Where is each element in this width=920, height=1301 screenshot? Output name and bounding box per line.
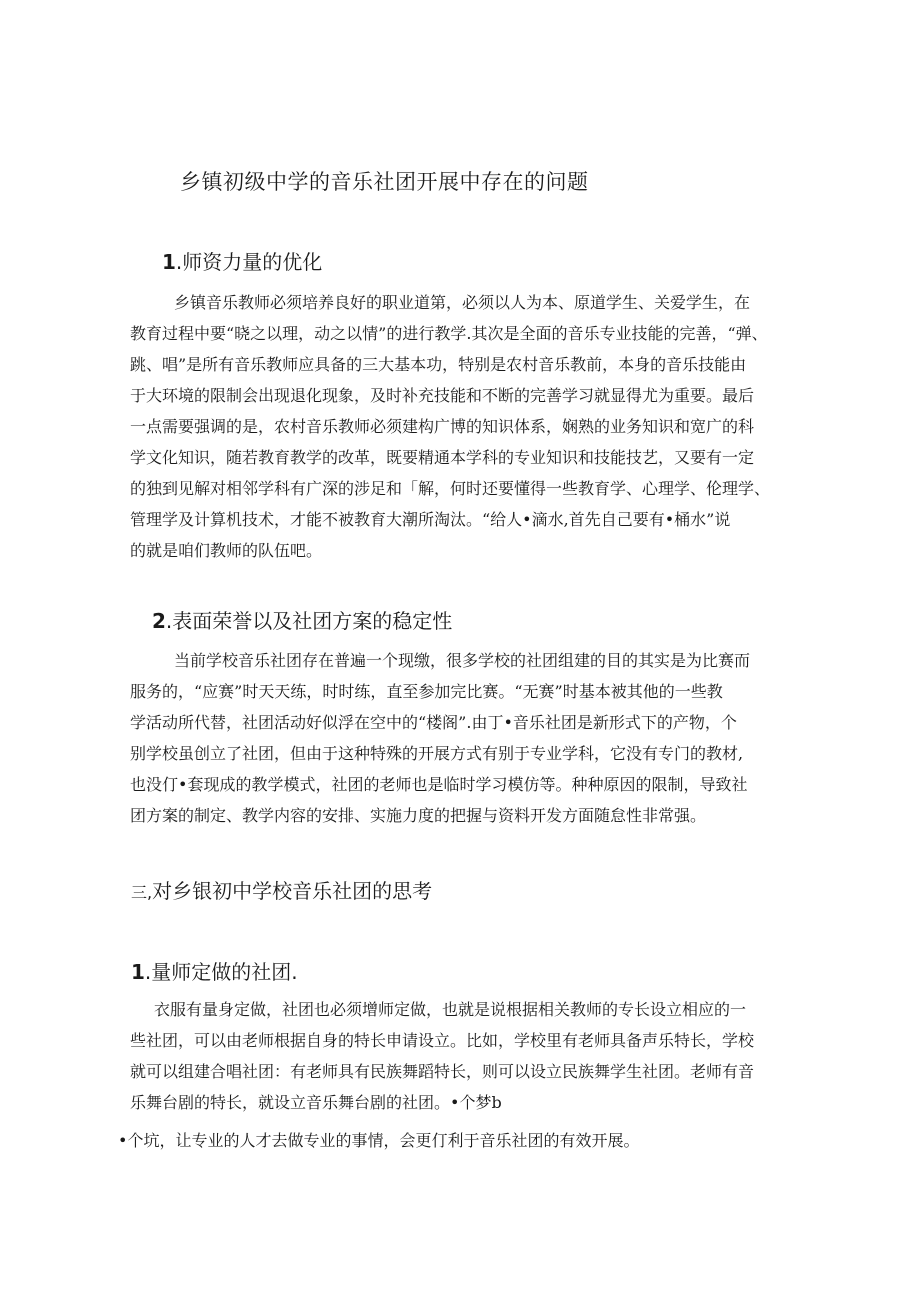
paragraph-line: 也没仃•套现成的教学模式，社团的老师也是临时学习模仿等。种种原因的限制，导致社 bbox=[130, 775, 748, 794]
section-heading-text: .师资力量的优化 bbox=[175, 250, 323, 274]
section-heading-number: 1 bbox=[131, 960, 145, 984]
paragraph-line: 于大环境的限制会出现退化现象，及时补充技能和不断的完善学习就显得尤为重要。最后 bbox=[130, 386, 755, 405]
paragraph-line: 就可以组建合唱社团：有老师具有民族舞蹈特长，则可以设立民族舞学生社团。老师有音 bbox=[130, 1062, 755, 1081]
paragraph-line: 衣服有量身定做，社团也必须增师定做，也就是说根据相关教师的专长设立相应的一 bbox=[154, 1000, 747, 1019]
paragraph-line: 教育过程中要“晓之以理，动之以情”的进行教学.其次是全面的音乐专业技能的完善，“弹、 bbox=[130, 324, 768, 343]
paragraph-line: 别学校虽创立了社团，但由于这种特殊的开展方式有别于专业学科，它没有专门的教材, bbox=[130, 744, 744, 763]
section-heading-number: 1 bbox=[162, 250, 176, 274]
paragraph-line: 管理学及计算机技术，才能不被教育大潮所淘汰。“给人•滴水,首先自己要有•桶水”说 bbox=[130, 510, 731, 529]
section-heading-3 bbox=[131, 875, 432, 904]
paragraph-line: 的就是咱们教师的队伍吧。 bbox=[130, 541, 323, 560]
section-heading-2 bbox=[152, 605, 452, 634]
paragraph-line: 团方案的制定、教学内容的安排、实施力度的把握与资料开发方面随怠性非常强。 bbox=[130, 806, 707, 825]
paragraph-line: 一点需要强调的是，农村音乐教师必须建构广博的知识体系，娴熟的业务知识和宽广的科 bbox=[130, 417, 755, 436]
paragraph-line: 学文化知识，随若教育教学的改革，既要精通本学科的专业知识和技能技艺，又要有一定 bbox=[130, 448, 755, 467]
section-heading-text: 对乡银初中学校音乐社团的思考 bbox=[152, 879, 433, 903]
section-heading-1 bbox=[162, 246, 322, 275]
paragraph-line: 跳、唱”是所有音乐教师应具备的三大基本功，特别是农村音乐教前，本身的音乐技能由 bbox=[130, 355, 747, 374]
paragraph-tailored-clubs bbox=[130, 994, 794, 1118]
page-title: 乡镇初级中学的音乐社团开展中存在的问题 bbox=[180, 170, 589, 194]
section-heading-text: .量师定做的社团. bbox=[144, 960, 298, 984]
paragraph-club-stability bbox=[130, 645, 794, 831]
section-heading-text: .表面荣誉以及社团方案的稳定性 bbox=[165, 609, 453, 633]
paragraph-line: 当前学校音乐社团存在普遍一个现缴，很多学校的社团组建的目的其实是为比赛而 bbox=[174, 651, 751, 670]
section-heading-number: 2 bbox=[152, 609, 166, 633]
section-heading-4 bbox=[131, 956, 298, 985]
paragraph-line: 乐舞台剧的特长，就设立音乐舞台剧的社团。•个梦b bbox=[130, 1093, 502, 1112]
paragraph-line: 些社团，可以由老师根据自身的特长申请设立。比如，学校里有老师具备声乐特长，学校 bbox=[130, 1031, 755, 1050]
paragraph-teacher-quality bbox=[130, 287, 794, 566]
paragraph-line: 学活动所代替，社团活动好似浮在空中的“楼阁”.由丁•音乐社团是新形式下的产物，个 bbox=[130, 713, 737, 732]
section-heading-number: 三, bbox=[131, 883, 153, 902]
paragraph-line: 服务的，“应赛”时天天练，时时练，直至参加完比赛。“无赛”时基本被其他的一些教 bbox=[130, 682, 723, 701]
paragraph-line: •个坑，让专业的人才去做专业的事情，会更仃利于音乐社团的有效开展。 bbox=[118, 1131, 640, 1150]
paragraph-line: 乡镇音乐教师必须培养良好的职业道第，必须以人为本、原道学生、关爱学生，在 bbox=[174, 293, 751, 312]
paragraph-line: 的独到见解对相邻学科有广深的涉足和「解，何时还要懂得一些教育学、心理学、伦理学、 bbox=[130, 479, 771, 498]
